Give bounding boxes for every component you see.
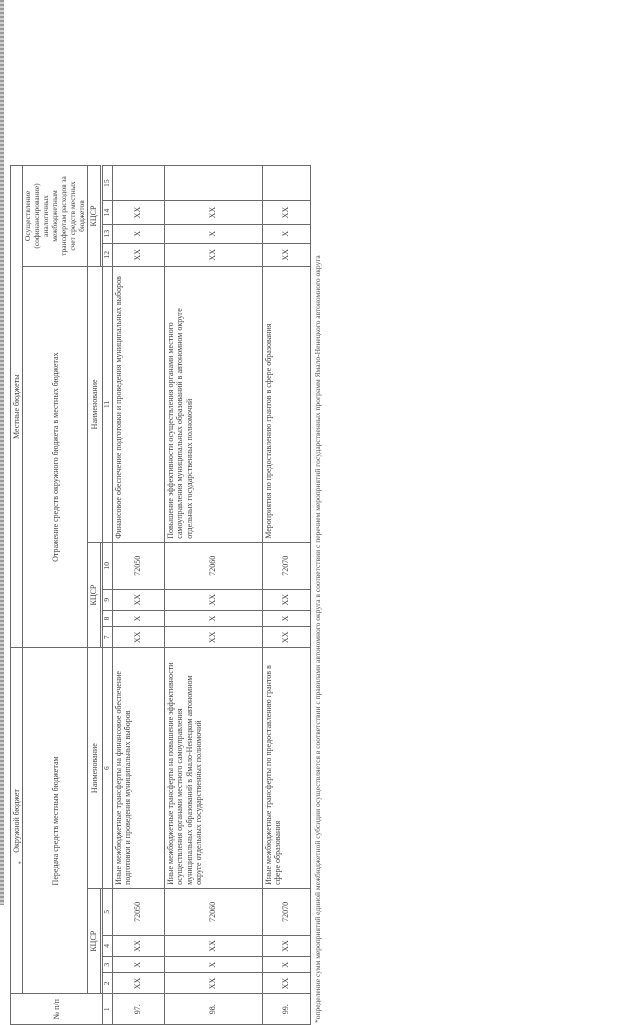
kcsr-cell: ХХ bbox=[262, 973, 310, 994]
column-number: 11 bbox=[102, 267, 112, 543]
table-row bbox=[112, 166, 164, 1025]
kcsr-cell: Х bbox=[164, 610, 262, 626]
column-number: 8 bbox=[102, 610, 112, 626]
kcsr-code: 72060 bbox=[164, 542, 262, 589]
kcsr-cell: Х bbox=[262, 610, 310, 626]
column-number: 10 bbox=[102, 542, 112, 589]
kcsr-cell: Х bbox=[262, 224, 310, 243]
footnote: *определение сумм мероприятий единой межбюджетной субсидии осуществляется в соответствии с правилами автономного округа в соответствии с перечнем мероприятий государственных программ Ямало-Ненецкого автономного округа bbox=[312, 255, 322, 1023]
kcsr-code: 72050 bbox=[112, 542, 164, 589]
column-number: 2 bbox=[102, 973, 112, 994]
kcsr-cell: Х bbox=[112, 610, 164, 626]
kcsr-cell bbox=[262, 166, 310, 201]
kcsr-cell: ХХ bbox=[112, 973, 164, 994]
column-number: 14 bbox=[102, 201, 112, 224]
kcsr-cell: ХХ bbox=[164, 589, 262, 610]
kcsr-cell: ХХ bbox=[262, 935, 310, 956]
kcsr-cell: ХХ bbox=[164, 243, 262, 266]
kcsr-cell: ХХ bbox=[112, 627, 164, 648]
kcsr-cell: ХХ bbox=[262, 201, 310, 224]
row-number: 99. bbox=[262, 994, 310, 1025]
header-district-budget: Окружной бюджет bbox=[11, 648, 23, 994]
header-cofinancing: Осуществление (софинансирование) аналогичных межбюджетным трансфертам расходов за счет средств местных бюджетов bbox=[23, 166, 88, 267]
header-name-1: Наименование bbox=[88, 648, 102, 889]
header-reflection: Отражение средств окружного бюджета в местных бюджетах bbox=[23, 267, 88, 648]
budget-table bbox=[10, 165, 311, 1025]
column-number: 1 bbox=[102, 994, 112, 1025]
kcsr-cell: ХХ bbox=[112, 589, 164, 610]
kcsr-cell: ХХ bbox=[164, 973, 262, 994]
header-name-2: Наименование bbox=[88, 267, 102, 543]
column-number: 12 bbox=[102, 243, 112, 266]
kcsr-cell: ХХ bbox=[262, 243, 310, 266]
kcsr-cell: Х bbox=[262, 956, 310, 972]
column-number: 4 bbox=[102, 935, 112, 956]
transfer-name: Иные межбюджетные трансферты на финансовое обеспечение подготовки и проведения муниципальных выборов bbox=[112, 648, 164, 889]
kcsr-cell: Х bbox=[164, 224, 262, 243]
column-number: 13 bbox=[102, 224, 112, 243]
header-kcsr-3: КЦСР bbox=[88, 166, 100, 267]
kcsr-cell: ХХ bbox=[164, 935, 262, 956]
kcsr-cell: ХХ bbox=[262, 627, 310, 648]
local-name: Финансовое обеспечение подготовки и проведения муниципальных выборов bbox=[112, 267, 164, 543]
header-no: № п/п bbox=[11, 994, 103, 1025]
kcsr-cell: ХХ bbox=[262, 589, 310, 610]
header-kcsr-2: КЦСР bbox=[88, 542, 100, 648]
table-row bbox=[262, 166, 310, 1025]
rotated-document-page bbox=[10, 165, 322, 1025]
kcsr-cell: Х bbox=[112, 956, 164, 972]
kcsr-cell: ХХ bbox=[164, 627, 262, 648]
header-kcsr-1: КЦСР bbox=[88, 888, 100, 994]
table-row bbox=[164, 166, 262, 1025]
kcsr-code: 72070 bbox=[262, 542, 310, 589]
column-number: 5 bbox=[102, 888, 112, 935]
header-transfer-to-local: Передача средств местным бюджетам bbox=[23, 648, 88, 994]
column-number: 3 bbox=[102, 956, 112, 972]
transfer-name: Иные межбюджетные трансферты по предоставлению грантов в сфере образования bbox=[262, 648, 310, 889]
kcsr-cell bbox=[112, 166, 164, 201]
kcsr-cell: ХХ bbox=[112, 243, 164, 266]
local-name: Повышение эффективности осуществления органами местного самоуправления муниципальных образований в автономном округе отдельных государственных полномочий bbox=[164, 267, 262, 543]
column-number: 9 bbox=[102, 589, 112, 610]
kcsr-cell: Х bbox=[164, 956, 262, 972]
column-number: 7 bbox=[102, 627, 112, 648]
local-name: Мероприятия по предоставлению грантов в сфере образования bbox=[262, 267, 310, 543]
scan-edge bbox=[0, 0, 4, 905]
column-number: 15 bbox=[102, 166, 112, 201]
kcsr-cell: Х bbox=[112, 224, 164, 243]
kcsr-cell: ХХ bbox=[164, 201, 262, 224]
row-number: 97. bbox=[112, 994, 164, 1025]
row-number: 98. bbox=[164, 994, 262, 1025]
column-number-row bbox=[102, 166, 112, 1025]
scan-mark: • bbox=[18, 858, 22, 868]
column-number: 6 bbox=[102, 648, 112, 889]
kcsr-code: 72070 bbox=[262, 888, 310, 935]
kcsr-code: 72050 bbox=[112, 888, 164, 935]
kcsr-cell: ХХ bbox=[112, 201, 164, 224]
kcsr-cell bbox=[164, 166, 262, 201]
kcsr-code: 72060 bbox=[164, 888, 262, 935]
transfer-name: Иные межбюджетные трансферты на повышение эффективности осуществления органами местного самоуправления муниципальных образований в Ямало-Ненецком автономном округе отдельных государственных полномочий bbox=[164, 648, 262, 889]
kcsr-cell: ХХ bbox=[112, 935, 164, 956]
header-local-budgets: Местные бюджеты bbox=[11, 166, 23, 648]
